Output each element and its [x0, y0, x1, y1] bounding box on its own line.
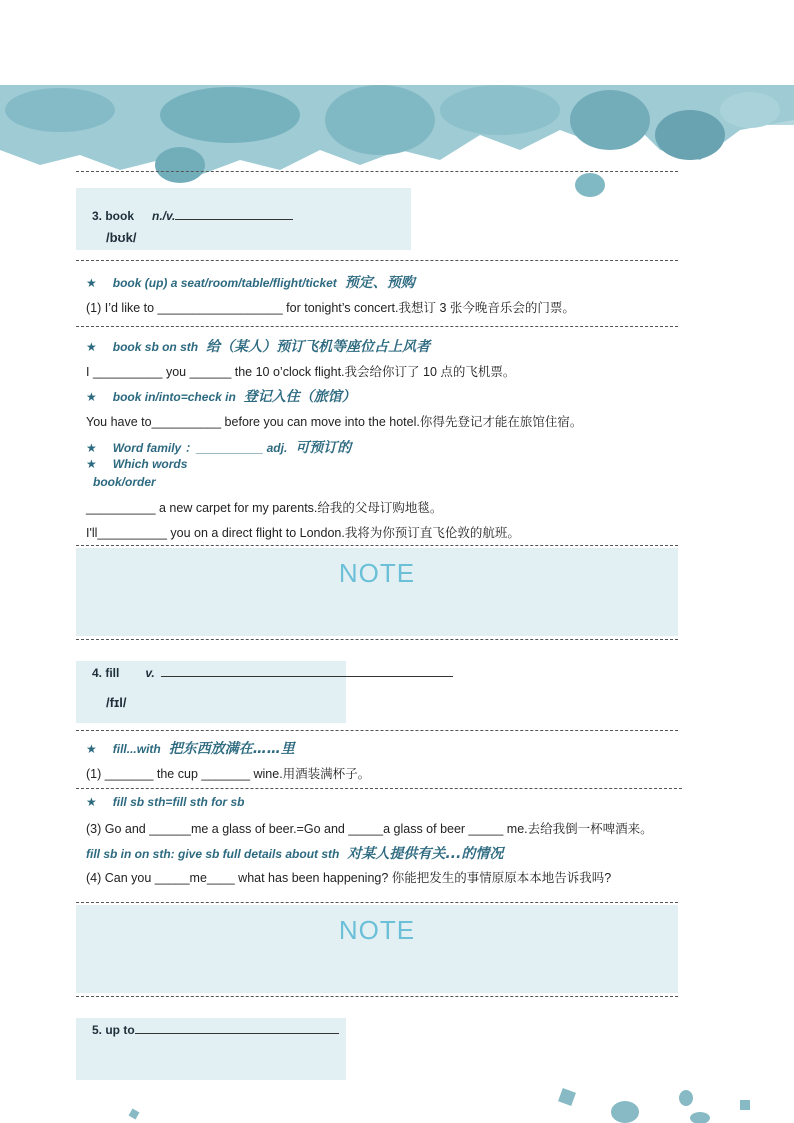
word-text: 5. up to	[92, 1023, 135, 1037]
phonetic-fill: /fɪl/	[106, 695, 127, 710]
divider	[76, 902, 678, 903]
example-sentence: You have to__________ before you can move into the hotel.你得先登记才能在旅馆住宿。	[86, 415, 583, 429]
divider	[76, 545, 678, 546]
divider	[76, 326, 678, 327]
part-of-speech: v.	[145, 666, 155, 680]
divider	[76, 639, 678, 640]
word-family-item: ★ Word family ：__________ adj. 可预订的	[86, 440, 352, 456]
phrase-item: ★ fill...with 把东西放满在……里	[86, 741, 295, 757]
star-icon: ★	[86, 742, 97, 756]
answer-blank[interactable]	[135, 1021, 339, 1034]
phrase-item: ★ book in/into=check in 登记入住（旅馆）	[86, 389, 356, 405]
example-sentence: (4) Can you _____me____ what has been happening? 你能把发生的事情原原本本地告诉我吗?	[86, 871, 612, 885]
example-sentence: (1) I’d like to __________________ for tonight’s concert.我想订 3 张今晚音乐会的门票。	[86, 301, 575, 315]
phonetic-book: /bʊk/	[106, 230, 137, 245]
phrase-definition: fill sb in on sth: give sb full details about sth 对某人提供有关...的情况	[86, 846, 504, 862]
note-box[interactable]	[76, 905, 678, 993]
divider	[76, 788, 682, 789]
note-label: NOTE	[338, 558, 416, 588]
word-text: 4. fill	[92, 666, 120, 680]
example-sentence: I __________ you ______ the 10 o’clock flight.我会给你订了 10 点的飞机票。	[86, 365, 516, 379]
note-box[interactable]	[76, 548, 678, 636]
answer-blank[interactable]	[175, 207, 293, 220]
divider	[76, 260, 678, 261]
answer-blank[interactable]	[161, 664, 453, 677]
example-sentence: I'll__________ you on a direct flight to London.我将为你预订直飞伦敦的航班。	[86, 526, 520, 540]
divider	[76, 171, 678, 172]
star-icon: ★	[86, 457, 97, 471]
example-sentence: (3) Go and ______me a glass of beer.=Go and _____a glass of beer _____ me.去给我倒一杯啤酒来。	[86, 822, 653, 836]
divider	[76, 996, 678, 997]
star-icon: ★	[86, 441, 97, 455]
divider	[76, 730, 678, 731]
star-icon: ★	[86, 795, 97, 809]
phrase-item: ★ book sb on sth 给（某人）预订飞机等座位占上风者	[86, 339, 431, 355]
word-title-fill	[92, 664, 453, 680]
phrase-item: ★ book (up) a seat/room/table/flight/ticket 预定、预购	[86, 275, 415, 291]
word-choice-options: book/order	[93, 475, 156, 489]
word-title-book	[92, 207, 293, 223]
part-of-speech: n./v.	[152, 209, 176, 223]
note-label: NOTE	[338, 915, 416, 945]
star-icon: ★	[86, 340, 97, 354]
example-sentence: (1) _______ the cup _______ wine.用酒装满杯子。	[86, 767, 371, 781]
word-text: 3. book	[92, 209, 135, 223]
word-title-upto	[92, 1021, 339, 1037]
which-words-item: ★ Which words	[86, 457, 188, 471]
example-sentence: __________ a new carpet for my parents.给我的父母订购地毯。	[86, 501, 443, 515]
phrase-item: ★ fill sb sth=fill sth for sb	[86, 795, 245, 809]
star-icon: ★	[86, 276, 97, 290]
star-icon: ★	[86, 390, 97, 404]
